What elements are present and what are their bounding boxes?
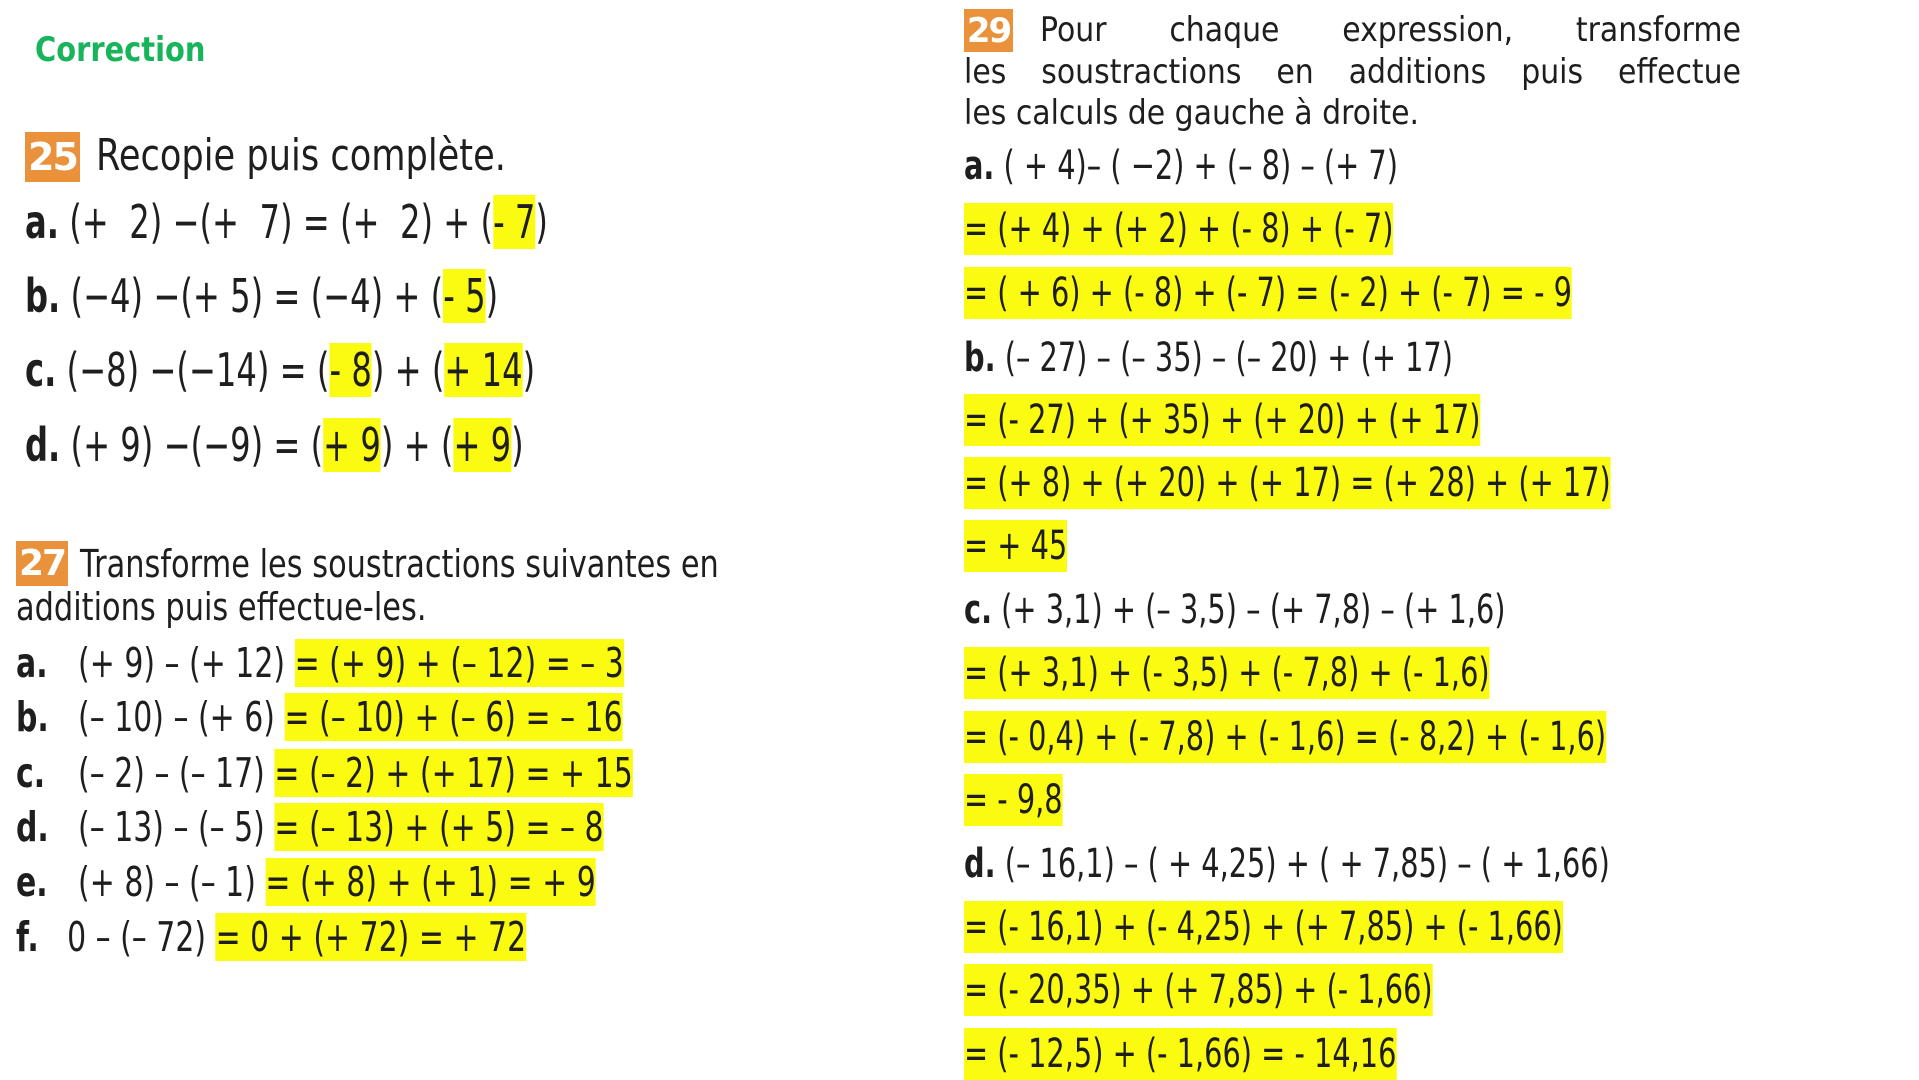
exercise-29-step xyxy=(964,713,1606,761)
highlighted-answer: - 5 xyxy=(443,269,486,324)
item-label: a. xyxy=(25,195,59,250)
text-line xyxy=(1040,10,1741,51)
expression-text: (−8) −(−14) = ( xyxy=(56,343,330,398)
item-label: d. xyxy=(25,418,61,473)
item-label: c. xyxy=(964,587,993,633)
exercise-29-expression xyxy=(964,334,1453,382)
text-line xyxy=(16,585,427,631)
exercise-25-item xyxy=(25,343,535,398)
exercise-29-step xyxy=(964,1030,1396,1078)
expression-text: (+ 2) −(+ 7) = (+ 2) + ( xyxy=(58,195,494,250)
highlighted-answer: + 14 xyxy=(444,343,523,398)
exercise-number-badge: 29 xyxy=(964,9,1013,52)
exercise-29-expression xyxy=(964,586,1506,634)
question-text: (+ 9) – (+ 12) xyxy=(78,639,295,688)
item-label: a. xyxy=(16,639,48,688)
expression-text: ) xyxy=(535,195,548,250)
exercise-number-badge: 27 xyxy=(16,541,68,586)
exercise-29-step xyxy=(964,205,1393,253)
expression-text: ) + ( xyxy=(371,343,445,398)
highlighted-answer: = (- 0,4) + (- 7,8) + (- 1,6) = (- 8,2) + (- 1,6) xyxy=(964,711,1606,763)
expression-text: ( + 4)– ( −2) + (– 8) – (+ 7) xyxy=(994,143,1398,189)
expression-text: (+ 9) −(−9) = ( xyxy=(60,418,324,473)
exercise-instruction: Transforme les soustractions suivantes en xyxy=(80,542,719,587)
exercise-27-item xyxy=(16,749,633,798)
item-label: b. xyxy=(25,269,61,324)
item-label: b. xyxy=(964,335,996,381)
exercise-29-step xyxy=(964,269,1572,317)
highlighted-answer: = (- 27) + (+ 35) + (+ 20) + (+ 17) xyxy=(964,394,1480,446)
item-label: c. xyxy=(25,343,57,398)
highlighted-answer: = (- 16,1) + (- 4,25) + (+ 7,85) + (- 1,66) xyxy=(964,901,1563,953)
highlighted-answer: = (+ 4) + (+ 2) + (- 8) + (- 7) xyxy=(964,203,1393,255)
exercise-25-item xyxy=(25,269,498,324)
exercise-29-step xyxy=(964,396,1480,444)
highlighted-answer: = (+ 3,1) + (- 3,5) + (- 7,8) + (- 1,6) xyxy=(964,647,1490,699)
expression-text: ) xyxy=(485,269,499,324)
exercise-27-item xyxy=(16,693,623,742)
exercise-instruction: Recopie puis complète. xyxy=(96,130,506,181)
question-text: (+ 8) – (– 1) xyxy=(78,858,266,907)
exercise-29-step xyxy=(964,649,1490,697)
exercise-29-step xyxy=(964,903,1563,951)
highlighted-answer: = (+ 9) + (– 12) = – 3 xyxy=(294,639,624,688)
highlighted-answer: + 9 xyxy=(453,418,512,473)
text-line xyxy=(80,542,719,588)
page-title: Correction xyxy=(35,30,206,70)
item-label: d. xyxy=(16,803,49,852)
expression-text: (– 27) – (– 35) – (– 20) + (+ 17) xyxy=(995,335,1454,381)
highlighted-answer: = (– 10) + (– 6) = – 16 xyxy=(284,693,623,742)
exercise-27-item xyxy=(16,858,596,907)
expression-text: (+ 3,1) + (– 3,5) – (+ 7,8) – (+ 1,6) xyxy=(992,587,1506,633)
item-label: f. xyxy=(16,913,39,962)
expression-text: (−4) −(+ 5) = (−4) + ( xyxy=(60,269,444,324)
question-text: (– 10) – (+ 6) xyxy=(78,693,285,742)
highlighted-answer: + 9 xyxy=(323,418,381,473)
text-line xyxy=(964,93,1741,134)
exercise-27-item xyxy=(16,913,526,962)
question-text: (– 13) – (– 5) xyxy=(78,803,275,852)
exercise-25-item xyxy=(25,418,524,473)
item-label: a. xyxy=(964,143,995,189)
expression-text: (– 16,1) – ( + 4,25) + ( + 7,85) – ( + 1,66) xyxy=(995,841,1610,887)
highlighted-answer: = (+ 8) + (+ 1) = + 9 xyxy=(265,858,596,907)
exercise-29-step xyxy=(964,966,1433,1014)
item-label: c. xyxy=(16,749,46,798)
exercise-25-item xyxy=(25,195,548,250)
highlighted-answer: = ( + 6) + (- 8) + (- 7) = (- 2) + (- 7) = - 9 xyxy=(964,267,1572,319)
item-label: b. xyxy=(16,693,49,742)
text-line xyxy=(964,52,1741,93)
highlighted-answer: = - 9,8 xyxy=(964,774,1063,826)
exercise-number-badge: 25 xyxy=(25,132,80,182)
expression-text: ) xyxy=(511,418,524,473)
highlighted-answer: = (– 13) + (+ 5) = – 8 xyxy=(274,803,604,852)
expression-text: ) + ( xyxy=(380,418,454,473)
highlighted-answer: = 0 + (+ 72) = + 72 xyxy=(215,913,527,962)
highlighted-answer: = (– 2) + (+ 17) = + 15 xyxy=(274,749,633,798)
expression-text: ) xyxy=(522,343,536,398)
question-text: 0 – (– 72) xyxy=(67,913,216,962)
exercise-29-step xyxy=(964,459,1611,507)
exercise-instruction: les soustractions en additions puis effectue xyxy=(964,51,1741,92)
item-label: d. xyxy=(964,841,996,887)
highlighted-answer: - 7 xyxy=(493,195,536,250)
exercise-instruction: les calculs de gauche à droite. xyxy=(964,92,1420,133)
item-label: e. xyxy=(16,858,48,907)
exercise-27-item xyxy=(16,639,624,688)
highlighted-answer: = (- 12,5) + (- 1,66) = - 14,16 xyxy=(964,1028,1396,1080)
highlighted-answer: = + 45 xyxy=(964,520,1067,572)
highlighted-answer: = (- 20,35) + (+ 7,85) + (- 1,66) xyxy=(964,964,1433,1016)
highlighted-answer: - 8 xyxy=(329,343,372,398)
exercise-instruction: additions puis effectue-les. xyxy=(16,585,427,630)
exercise-27-item xyxy=(16,803,604,852)
exercise-29-step xyxy=(964,776,1063,824)
exercise-instruction: Pour chaque expression, transforme xyxy=(1040,9,1741,50)
exercise-29-expression xyxy=(964,840,1610,888)
exercise-29-step xyxy=(964,522,1067,570)
exercise-29-expression xyxy=(964,142,1398,190)
question-text: (– 2) – (– 17) xyxy=(78,749,275,798)
highlighted-answer: = (+ 8) + (+ 20) + (+ 17) = (+ 28) + (+ 17) xyxy=(964,457,1611,509)
